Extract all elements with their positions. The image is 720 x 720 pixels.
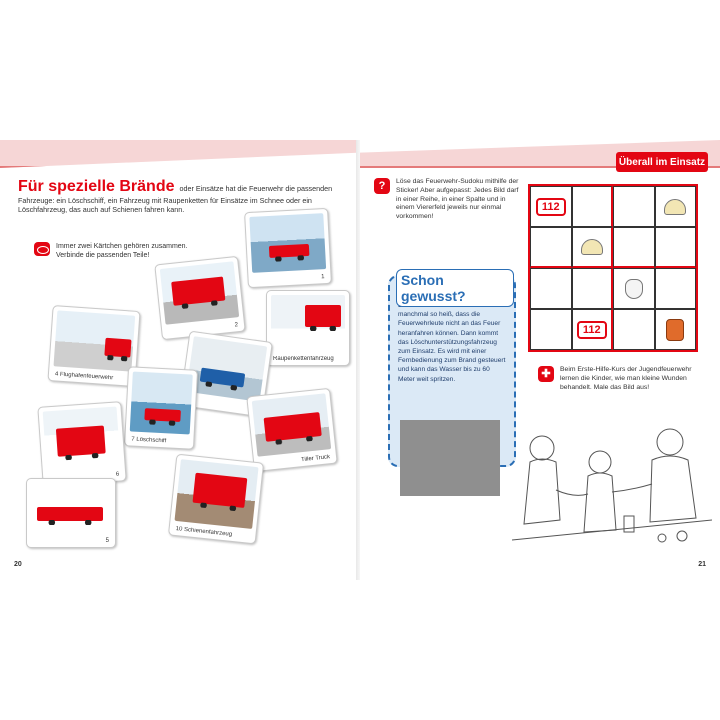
helmet-icon — [581, 239, 603, 255]
emergency-112-badge: 112 — [577, 321, 607, 339]
sudoku-row — [530, 268, 696, 309]
sudoku-cell[interactable] — [572, 186, 614, 227]
sudoku-cell[interactable] — [655, 186, 697, 227]
emergency-112-badge: 112 — [536, 198, 566, 216]
sudoku-cell[interactable] — [530, 268, 572, 309]
rail-fire-truck-icon — [192, 473, 247, 508]
card-image — [252, 393, 331, 456]
child-head — [589, 451, 611, 473]
card-image — [271, 295, 345, 351]
crawler-icon — [305, 305, 341, 327]
card-label: Raupenkettenfahrzeug — [273, 356, 334, 362]
card-image — [43, 407, 121, 472]
card-image — [160, 261, 239, 324]
heading-title: Für spezielle Brände — [18, 178, 175, 195]
sudoku-hint — [374, 178, 524, 222]
fire-truck-icon — [171, 276, 225, 305]
card-5[interactable] — [26, 478, 116, 548]
sudoku-hint-text: Löse das Feuerwehr-Sudoku mithilfe der Sticker! Aber aufgepasst: Jedes Bild darf in einer Reihe, in einer Spalte und in einem Viererfeld jeweils nur einmal vorkommen! — [396, 178, 519, 221]
tiller-truck-icon — [264, 412, 322, 442]
section-tab: Überall im Einsatz — [616, 152, 708, 172]
sudoku-row — [530, 309, 696, 350]
sudoku-cell[interactable] — [530, 227, 572, 268]
card-3[interactable] — [266, 290, 350, 366]
sudoku-cell[interactable] — [655, 227, 697, 268]
matching-hint-text: Immer zwei Kärtchen gehören zusammen. Verbinde die passenden Teile! — [56, 243, 188, 259]
bottle-icon — [624, 516, 634, 532]
bandage-icon: ✚ — [538, 366, 554, 382]
sudoku-cell[interactable] — [613, 309, 655, 350]
card-label: Tiller Truck — [300, 454, 331, 464]
card-8[interactable] — [246, 388, 337, 472]
left-page — [0, 140, 360, 580]
arm-line — [556, 490, 588, 495]
drawing-hint — [538, 366, 704, 392]
fireboat-icon — [144, 408, 181, 422]
sudoku-cell[interactable] — [655, 268, 697, 309]
card-image — [130, 371, 193, 434]
rail-vehicle-icon — [200, 368, 246, 388]
matching-hint — [34, 242, 214, 260]
card-10[interactable] — [168, 454, 264, 545]
tape-roll-icon — [677, 531, 687, 541]
drawing-hint-text: Beim Erste-Hilfe-Kurs der Jugendfeuerwehr lernen die Kinder, wie man kleine Wunden behandelt. Male das Bild aus! — [560, 366, 692, 391]
page-number-left: 20 — [14, 561, 22, 568]
eye-icon — [34, 242, 50, 256]
card-image — [53, 310, 135, 371]
snow-crawler-icon — [56, 425, 106, 456]
heading-text: oder Einsätze hat die Feuerwehr die passenden Fahrzeuge: ein Löschschiff, ein Fahrzeug mit Raupenketten für Einsätze im Schnee oder ein Löschfahrzeug, das auch auf Schienen fahren kann. — [18, 184, 333, 215]
sudoku-cell[interactable] — [572, 268, 614, 309]
woman-body — [650, 456, 696, 522]
card-image — [186, 336, 267, 402]
airport-truck-icon — [104, 338, 131, 358]
info-title: Schon gewusst? — [396, 269, 514, 307]
card-number: 1 — [321, 274, 325, 281]
sudoku-cell[interactable] — [572, 309, 614, 350]
helmet-icon — [664, 199, 686, 215]
child-body — [584, 473, 616, 532]
sudoku-cell[interactable] — [572, 227, 614, 268]
sudoku-row — [530, 186, 696, 227]
sudoku-cell[interactable] — [655, 309, 697, 350]
backpack-icon — [666, 319, 684, 341]
sudoku-cell[interactable] — [613, 227, 655, 268]
girl-body — [524, 459, 560, 524]
sudoku-cell[interactable] — [530, 309, 572, 350]
info-text: manchmal so heiß, dass die Feuerwehrleute nicht an das Feuer heranfahren können. Dann kommt das Löschunterstützungsfahrzeug zum Einsatz. Es wird mit einer Fernbedienung zum Brand gesteuert und kann das Wasser bis zu 60 Meter weit spritzen. — [398, 311, 506, 383]
card-6[interactable] — [37, 401, 126, 487]
sudoku-cell[interactable] — [613, 186, 655, 227]
card-label: 7 Löschschiff — [131, 436, 167, 445]
sudoku-grid — [528, 184, 698, 352]
card-image — [31, 483, 111, 533]
card-number: 5 — [105, 538, 109, 544]
sudoku-cell[interactable] — [530, 186, 572, 227]
girl-head — [530, 436, 554, 460]
right-page — [360, 140, 720, 580]
header-band — [0, 140, 360, 168]
sudoku-row — [530, 227, 696, 268]
sack-icon — [625, 279, 643, 299]
page-number-right: 21 — [698, 561, 706, 568]
card-image — [174, 459, 258, 529]
card-1[interactable] — [244, 208, 332, 288]
question-icon: ? — [374, 178, 390, 194]
woman-head — [657, 429, 683, 455]
card-2[interactable] — [154, 256, 245, 340]
scissors-icon — [658, 534, 666, 542]
card-number: 6 — [115, 471, 120, 478]
card-number: 2 — [234, 322, 239, 329]
card-label: 4 Flughafenfeuerwehr — [54, 371, 114, 382]
coloring-illustration[interactable] — [512, 420, 712, 570]
sudoku-cell[interactable] — [613, 268, 655, 309]
ladder-truck-icon — [37, 507, 103, 521]
sticker-slot[interactable] — [400, 420, 500, 496]
card-4[interactable] — [47, 305, 140, 387]
card-image — [249, 213, 326, 273]
boat-icon — [269, 244, 310, 258]
card-label: 10 Schienenfahrzeug — [175, 525, 233, 538]
arm-line — [612, 484, 652, 492]
card-7[interactable] — [124, 366, 198, 450]
